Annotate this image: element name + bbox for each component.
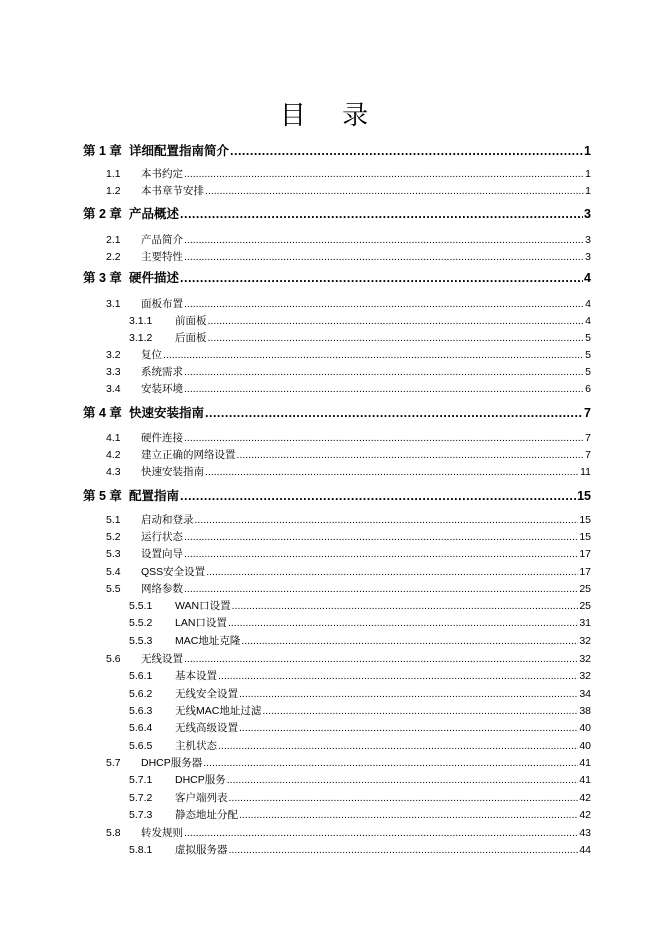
entry-title: 无线设置 (141, 653, 183, 665)
entry-number: 5.7.3 (129, 809, 153, 821)
toc-entry-subsection[interactable] (129, 772, 591, 788)
entry-title: 启动和登录 (141, 514, 194, 526)
entry-number: 3.1.1 (129, 315, 153, 327)
dot-leader (180, 269, 583, 287)
entry-page: 5 (585, 366, 591, 378)
entry-number: 5.6.4 (129, 722, 153, 734)
dot-leader (208, 313, 585, 329)
entry-title: MAC地址克隆 (175, 635, 241, 647)
entry-title: WAN口设置 (175, 600, 231, 612)
toc-entry-section[interactable] (106, 232, 591, 248)
entry-page: 32 (579, 670, 591, 682)
toc-entry-section[interactable] (106, 296, 591, 312)
dot-leader (239, 686, 578, 702)
entry-number: 5.1 (106, 514, 121, 526)
entry-page: 34 (579, 688, 591, 700)
entry-number: 5.8.1 (129, 844, 153, 856)
dot-leader (205, 464, 579, 480)
entry-title: 产品简介 (141, 234, 183, 246)
entry-number: 4.2 (106, 449, 121, 461)
dot-leader (184, 430, 584, 446)
toc-entry-section[interactable] (106, 430, 591, 446)
toc-entry-section[interactable] (106, 564, 591, 580)
toc-entry-subsection[interactable] (129, 842, 591, 858)
entry-number: 3.3 (106, 366, 121, 378)
dot-leader (184, 381, 584, 397)
entry-title: 快速安装指南 (129, 406, 205, 420)
entry-title: 产品概述 (129, 207, 180, 221)
dot-leader (239, 720, 578, 736)
entry-number: 3.1.2 (129, 332, 153, 344)
entry-page: 25 (579, 583, 591, 595)
dot-leader (232, 598, 579, 614)
dot-leader (237, 447, 585, 463)
entry-page: 41 (579, 757, 591, 769)
entry-page: 1 (585, 185, 591, 197)
toc-entry-chapter-2[interactable] (83, 205, 591, 223)
entry-title: 前面板 (175, 315, 207, 327)
entry-page: 1 (585, 168, 591, 180)
dot-leader (184, 529, 578, 545)
entry-page: 44 (579, 844, 591, 856)
entry-title: 网络参数 (141, 583, 183, 595)
dot-leader (184, 166, 584, 182)
entry-title: 无线安全设置 (175, 688, 238, 700)
entry-title: 本书章节安排 (141, 185, 204, 197)
entry-page: 7 (584, 406, 591, 420)
toc-entry-chapter-4[interactable] (83, 404, 591, 422)
toc-entry-subsection[interactable] (129, 668, 591, 684)
entry-title: 主机状态 (175, 740, 217, 752)
toc-entry-subsection[interactable] (129, 790, 591, 806)
entry-number: 3.4 (106, 383, 121, 395)
dot-leader (208, 330, 585, 346)
entry-title: 安装环境 (141, 383, 183, 395)
dot-leader (195, 512, 579, 528)
dot-leader (184, 651, 578, 667)
dot-leader (239, 807, 578, 823)
dot-leader (205, 404, 583, 422)
entry-page: 43 (579, 827, 591, 839)
entry-title: 复位 (141, 349, 162, 361)
dot-leader (184, 364, 584, 380)
entry-number: 3.2 (106, 349, 121, 361)
entry-number: 第 2 章 (83, 207, 122, 221)
entry-page: 4 (584, 271, 591, 285)
dot-leader (184, 232, 584, 248)
entry-number: 2.1 (106, 234, 121, 246)
toc-entry-subsection[interactable] (129, 615, 591, 631)
entry-title: 转发规则 (141, 827, 183, 839)
dot-leader (163, 347, 584, 363)
dot-leader (203, 755, 578, 771)
entry-page: 4 (585, 315, 591, 327)
entry-number: 第 4 章 (83, 406, 122, 420)
toc-entry-section[interactable] (106, 381, 591, 397)
entry-number: 第 1 章 (83, 144, 122, 158)
toc-entry-section[interactable] (106, 825, 591, 841)
entry-title: 虚拟服务器 (175, 844, 228, 856)
entry-number: 第 5 章 (83, 489, 122, 503)
page-title: 目 录 (279, 101, 383, 131)
toc-entry-subsection[interactable] (129, 720, 591, 736)
dot-leader (205, 183, 584, 199)
entry-number: 5.6.3 (129, 705, 153, 717)
entry-number: 5.5.1 (129, 600, 153, 612)
entry-page: 3 (585, 251, 591, 263)
entry-page: 41 (579, 774, 591, 786)
entry-page: 17 (579, 566, 591, 578)
entry-title: 运行状态 (141, 531, 183, 543)
entry-number: 5.4 (106, 566, 121, 578)
entry-title: QSS安全设置 (141, 566, 206, 578)
dot-leader (229, 790, 579, 806)
dot-leader (262, 703, 578, 719)
entry-number: 第 3 章 (83, 271, 122, 285)
toc-entry-chapter-1[interactable] (83, 142, 591, 160)
entry-title: DHCP服务器 (141, 757, 203, 769)
toc-entry-section[interactable] (106, 364, 591, 380)
entry-title: 快速安装指南 (141, 466, 204, 478)
entry-number: 5.6.1 (129, 670, 153, 682)
entry-page: 40 (579, 722, 591, 734)
entry-page: 7 (585, 449, 591, 461)
entry-page: 42 (579, 792, 591, 804)
dot-leader (184, 581, 578, 597)
entry-number: 5.5.2 (129, 617, 153, 629)
dot-leader (218, 668, 578, 684)
toc-entry-section[interactable] (106, 755, 591, 771)
dot-leader (227, 772, 579, 788)
entry-page: 5 (585, 349, 591, 361)
entry-page: 42 (579, 809, 591, 821)
entry-page: 15 (577, 489, 591, 503)
toc-entry-section[interactable] (106, 512, 591, 528)
dot-leader (241, 633, 578, 649)
dot-leader (184, 825, 578, 841)
toc-entry-section[interactable] (106, 447, 591, 463)
entry-number: 5.6 (106, 653, 121, 665)
entry-number: 1.1 (106, 168, 121, 180)
entry-title: 面板布置 (141, 298, 183, 310)
dot-leader (206, 564, 578, 580)
entry-number: 5.3 (106, 548, 121, 560)
entry-page: 5 (585, 332, 591, 344)
entry-number: 5.6.5 (129, 740, 153, 752)
dot-leader (180, 487, 576, 505)
toc-entry-subsection[interactable] (129, 807, 591, 823)
entry-page: 3 (585, 234, 591, 246)
entry-page: 15 (579, 514, 591, 526)
entry-title: 基本设置 (175, 670, 217, 682)
toc-entry-chapter-3[interactable] (83, 269, 591, 287)
entry-number: 4.1 (106, 432, 121, 444)
entry-page: 4 (585, 298, 591, 310)
entry-page: 17 (579, 548, 591, 560)
toc-entry-section[interactable] (106, 347, 591, 363)
entry-title: 本书约定 (141, 168, 183, 180)
dot-leader (228, 615, 578, 631)
entry-page: 1 (584, 144, 591, 158)
toc-entry-section[interactable] (106, 581, 591, 597)
entry-number: 1.2 (106, 185, 121, 197)
entry-page: 15 (579, 531, 591, 543)
dot-leader (184, 546, 578, 562)
entry-title: DHCP服务 (175, 774, 226, 786)
toc-entry-subsection[interactable] (129, 703, 591, 719)
toc-entry-subsection[interactable] (129, 633, 591, 649)
toc-entry-subsection[interactable] (129, 330, 591, 346)
entry-title: 详细配置指南简介 (129, 144, 230, 158)
entry-number: 5.7.2 (129, 792, 153, 804)
entry-number: 5.5.3 (129, 635, 153, 647)
entry-page: 40 (579, 740, 591, 752)
entry-number: 5.7.1 (129, 774, 153, 786)
entry-number: 5.8 (106, 827, 121, 839)
dot-leader (184, 249, 584, 265)
entry-page: 11 (580, 466, 591, 478)
dot-leader (230, 142, 583, 160)
entry-title: 配置指南 (129, 489, 180, 503)
toc-entry-chapter-5[interactable] (83, 487, 591, 505)
entry-title: 无线MAC地址过滤 (175, 705, 262, 717)
entry-page: 31 (579, 617, 591, 629)
entry-number: 2.2 (106, 251, 121, 263)
toc-entry-subsection[interactable] (129, 738, 591, 754)
entry-number: 5.2 (106, 531, 121, 543)
toc-entry-section[interactable] (106, 546, 591, 562)
toc-entry-section[interactable] (106, 249, 591, 265)
entry-page: 32 (579, 635, 591, 647)
toc-entry-subsection[interactable] (129, 598, 591, 614)
toc-entry-subsection[interactable] (129, 313, 591, 329)
entry-title: 硬件描述 (129, 271, 180, 285)
entry-title: 硬件连接 (141, 432, 183, 444)
entry-title: LAN口设置 (175, 617, 227, 629)
entry-number: 3.1 (106, 298, 121, 310)
toc-entry-section[interactable] (106, 183, 591, 199)
entry-page: 3 (584, 207, 591, 221)
entry-page: 32 (579, 653, 591, 665)
entry-page: 25 (579, 600, 591, 612)
entry-page: 6 (585, 383, 591, 395)
entry-page: 7 (585, 432, 591, 444)
entry-title: 后面板 (175, 332, 207, 344)
entry-number: 5.7 (106, 757, 121, 769)
entry-number: 4.3 (106, 466, 121, 478)
dot-leader (229, 842, 579, 858)
entry-title: 无线高级设置 (175, 722, 238, 734)
toc-entry-section[interactable] (106, 651, 591, 667)
dot-leader (218, 738, 578, 754)
dot-leader (180, 205, 583, 223)
entry-title: 建立正确的网络设置 (141, 449, 236, 461)
dot-leader (184, 296, 584, 312)
entry-title: 静态地址分配 (175, 809, 238, 821)
entry-title: 主要特性 (141, 251, 183, 263)
entry-title: 系统需求 (141, 366, 183, 378)
toc-entry-section[interactable] (106, 166, 591, 182)
entry-page: 38 (579, 705, 591, 717)
toc-entry-subsection[interactable] (129, 686, 591, 702)
entry-title: 设置向导 (141, 548, 183, 560)
toc-entry-section[interactable] (106, 464, 591, 480)
entry-number: 5.6.2 (129, 688, 153, 700)
entry-number: 5.5 (106, 583, 121, 595)
entry-title: 客户端列表 (175, 792, 228, 804)
toc-entry-section[interactable] (106, 529, 591, 545)
